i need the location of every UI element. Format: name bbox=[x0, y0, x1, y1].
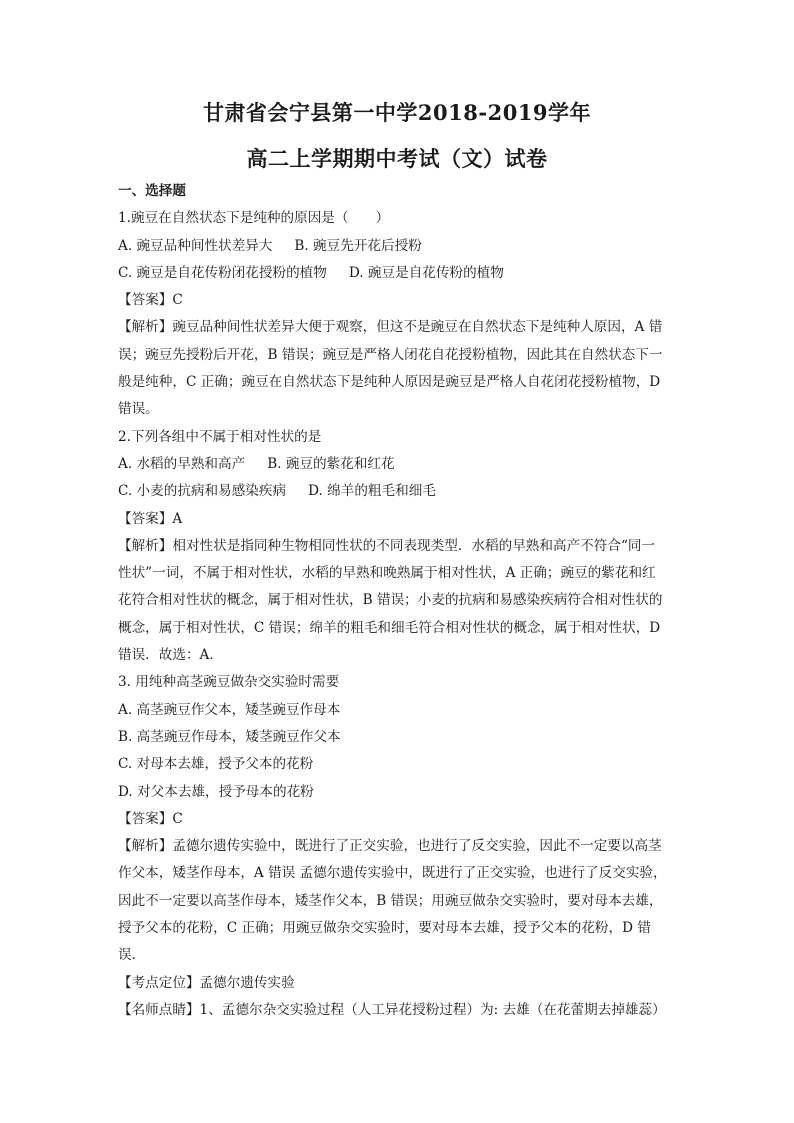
question-1-answer: 【答案】C bbox=[118, 292, 183, 309]
question-3-analysis-line: 【解析】孟德尔遗传实验中，既进行了正交实验，也进行了反交实验，因此不一定要以高茎 bbox=[118, 838, 662, 855]
question-2-analysis-line: 花符合相对性状的概念，属于相对性状，B 错误；小麦的抗病和易感染疾病符合相对性状的 bbox=[118, 592, 663, 609]
section-heading: 一、选择题 bbox=[118, 183, 186, 199]
question-2-analysis-line: 概念，属于相对性状，C 错误；绵羊的粗毛和细毛符合相对性状的概念，属于相对性状，D bbox=[118, 619, 661, 636]
question-3-option-b: B. 高茎豌豆作母本，矮茎豌豆作父本 bbox=[118, 728, 341, 745]
question-1-analysis-line: 【解析】豌豆品种间性状差异大便于观察，但这不是豌豆在自然状态下是纯种人原因，A 错 bbox=[118, 319, 663, 336]
question-2-option-c: C. 小麦的抗病和易感染疾病 bbox=[118, 483, 287, 500]
question-1-analysis-line: 错误。 bbox=[118, 401, 159, 418]
question-1-option-d: D. 豌豆是自花传粉的植物 bbox=[348, 264, 504, 281]
question-1-options-ab bbox=[118, 233, 684, 260]
question-3-analysis-line: 因此不一定要以高茎作母本，矮茎作父本，B 错误；用豌豆做杂交实验时，要对母本去雄， bbox=[118, 892, 663, 909]
question-1-stem: 1.豌豆在自然状态下是纯种的原因是（ ） bbox=[118, 210, 390, 227]
document-title-line1: 甘肃省会宁县第一中学2018-2019学年 bbox=[202, 100, 592, 125]
question-3-kaodian: 【考点定位】孟德尔遗传实验 bbox=[118, 974, 295, 991]
question-1-analysis-line: 般是纯种，C 正确；豌豆在自然状态下是纯种人原因是豌豆是严格人自花闭花授粉植物，D bbox=[118, 374, 661, 391]
question-2-answer: 【答案】A bbox=[118, 510, 183, 527]
question-2-option-d: D. 绵羊的粗毛和细毛 bbox=[308, 483, 436, 500]
question-1-analysis-line: 误；豌豆先授粉后开花，B 错误；豌豆是严格人闭花自花授粉植物，因此其在自然状态下一 bbox=[118, 346, 663, 363]
question-1-option-a: A. 豌豆品种间性状差异大 bbox=[118, 237, 273, 254]
question-3-option-d: D. 对父本去雄，授予母本的花粉 bbox=[118, 783, 314, 800]
question-2-stem: 2.下列各组中不属于相对性状的是 bbox=[118, 428, 322, 445]
question-1-options-cd bbox=[118, 260, 684, 287]
question-1-option-c: C. 豌豆是自花传粉闭花授粉的植物 bbox=[118, 264, 327, 281]
question-3-option-c: C. 对母本去雄，授予父本的花粉 bbox=[118, 756, 314, 773]
document-title-line2: 高二上学期期中考试（文）试卷 bbox=[246, 146, 548, 171]
question-3-mingshi: 【名师点睛】1、孟德尔杂交实验过程（人工异花授粉过程）为: 去雄（在花蕾期去掉雄蕊） bbox=[118, 1001, 666, 1018]
question-3-analysis-line: 授予父本的花粉，C 正确；用豌豆做杂交实验时，要对母本去雄，授予父本的花粉，D 错 bbox=[118, 920, 651, 937]
question-3-analysis-line: 作父本，矮茎作母本，A 错误 孟德尔遗传实验中，既进行了正交实验，也进行了反交实验， bbox=[118, 865, 667, 882]
question-3-stem: 3. 用纯种高茎豌豆做杂交实验时需要 bbox=[118, 674, 340, 691]
document-body bbox=[118, 178, 684, 1024]
question-3-answer: 【答案】C bbox=[118, 810, 183, 827]
question-2-analysis-line: 性状”一词，不属于相对性状，水稻的早熟和晚熟属于相对性状，A 正确；豌豆的紫花和红 bbox=[118, 565, 656, 582]
question-2-options-ab bbox=[118, 451, 684, 478]
question-3-option-a: A. 高茎豌豆作父本，矮茎豌豆作母本 bbox=[118, 701, 341, 718]
question-2-option-b: B. 豌豆的紫花和红花 bbox=[267, 455, 395, 472]
question-2-options-cd bbox=[118, 478, 684, 505]
question-2-analysis-line: 错误．故选：A． bbox=[118, 647, 223, 664]
question-3-analysis-line: 误． bbox=[118, 947, 146, 964]
question-2-option-a: A. 水稻的早熟和高产 bbox=[118, 455, 246, 472]
question-1-option-b: B. 豌豆先开花后授粉 bbox=[294, 237, 422, 254]
question-2-analysis-line: 【解析】相对性状是指同种生物相同性状的不同表现类型．水稻的早熟和高产不符合“同一 bbox=[118, 537, 656, 554]
